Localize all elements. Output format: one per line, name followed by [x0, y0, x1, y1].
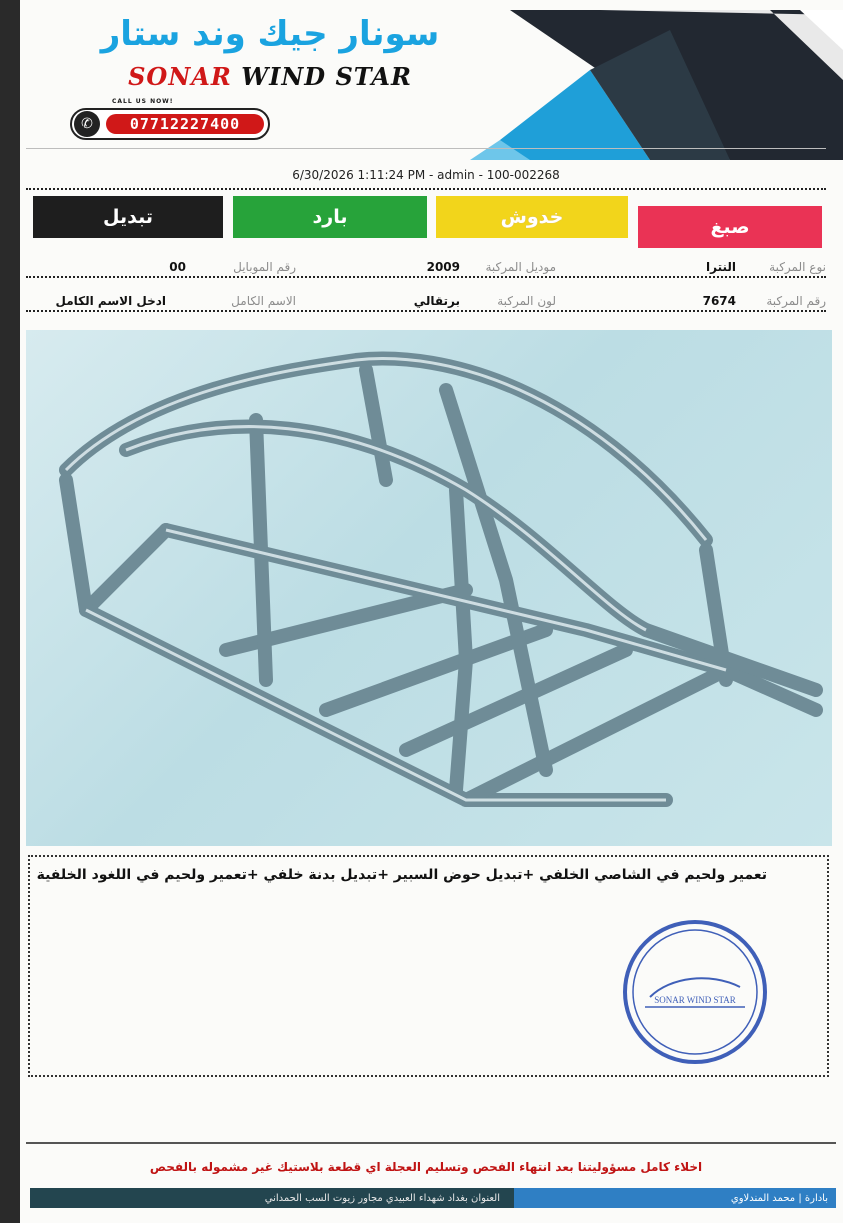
- report-meta: 6/30/2026 1:11:24 PM - admin - 100-002268: [292, 168, 560, 182]
- meta-divider: [26, 188, 826, 190]
- brand-words-wind-star: WIND STAR: [241, 62, 412, 91]
- car-color-value: برتقالي: [413, 294, 460, 308]
- brand-word-sonar: SONAR: [128, 62, 232, 91]
- inspection-notes-box: [28, 855, 829, 1077]
- car-number-label: رقم المركبة: [766, 294, 826, 308]
- call-us-caption: CALL US NOW!: [112, 98, 174, 105]
- liability-disclaimer: اخلاء كامل مسؤوليتنا بعد انتهاء الفحص وتسليم العجلة اي قطعة بلاستيك غير مشموله بالفحص: [149, 1160, 703, 1174]
- car-type-value: النترا: [706, 260, 736, 274]
- car-frame-diagram: [26, 330, 832, 846]
- mobile-label: رقم الموبايل: [233, 260, 296, 274]
- header-graphic: [470, 10, 843, 160]
- seal-brand-text: SONAR WIND STAR: [654, 995, 736, 1005]
- phone-icon: ✆: [74, 111, 100, 137]
- footer-address: العنوان بغداد شهداء العبيدي مجاور زيوت السب الحمداني: [30, 1188, 514, 1208]
- mobile-value: 00: [169, 260, 186, 274]
- phone-pill: [70, 108, 270, 140]
- car-model-value: 2009: [426, 260, 460, 274]
- footer-bar: [30, 1188, 836, 1208]
- car-frame-illustration: [26, 330, 832, 846]
- brand-name-english: [90, 62, 450, 91]
- company-seal-icon: [620, 917, 770, 1067]
- inspection-notes-text: تعمير ولحيم في الشاصي الخلفي +تبديل حوض السبير +تبديل بدنة خلفي +تعمير ولحيم في اللغود الخلفية: [36, 867, 767, 883]
- info-row-2: [26, 290, 826, 312]
- info-row-1: [26, 256, 826, 278]
- phone-number: 07712227400: [106, 114, 264, 134]
- car-number-value: 7674: [702, 294, 736, 308]
- car-type-label: نوع المركبة: [769, 260, 826, 274]
- car-color-label: لون المركبة: [497, 294, 556, 308]
- status-replace: تبديل: [33, 196, 223, 238]
- status-scratch: خدوش: [436, 196, 628, 238]
- status-paint: صبغ: [638, 206, 822, 248]
- full-name-label: الاسم الكامل: [231, 294, 296, 308]
- footer-manager: بادارة | محمد المندلاوي: [514, 1188, 836, 1208]
- full-name-value: ادخل الاسم الكامل: [55, 294, 166, 308]
- footer-divider: [26, 1142, 836, 1144]
- header-divider: [26, 148, 826, 149]
- car-model-label: موديل المركبة: [485, 260, 556, 274]
- brand-name-arabic: سونار جيك وند ستار: [100, 14, 440, 54]
- status-cold: بارد: [233, 196, 427, 238]
